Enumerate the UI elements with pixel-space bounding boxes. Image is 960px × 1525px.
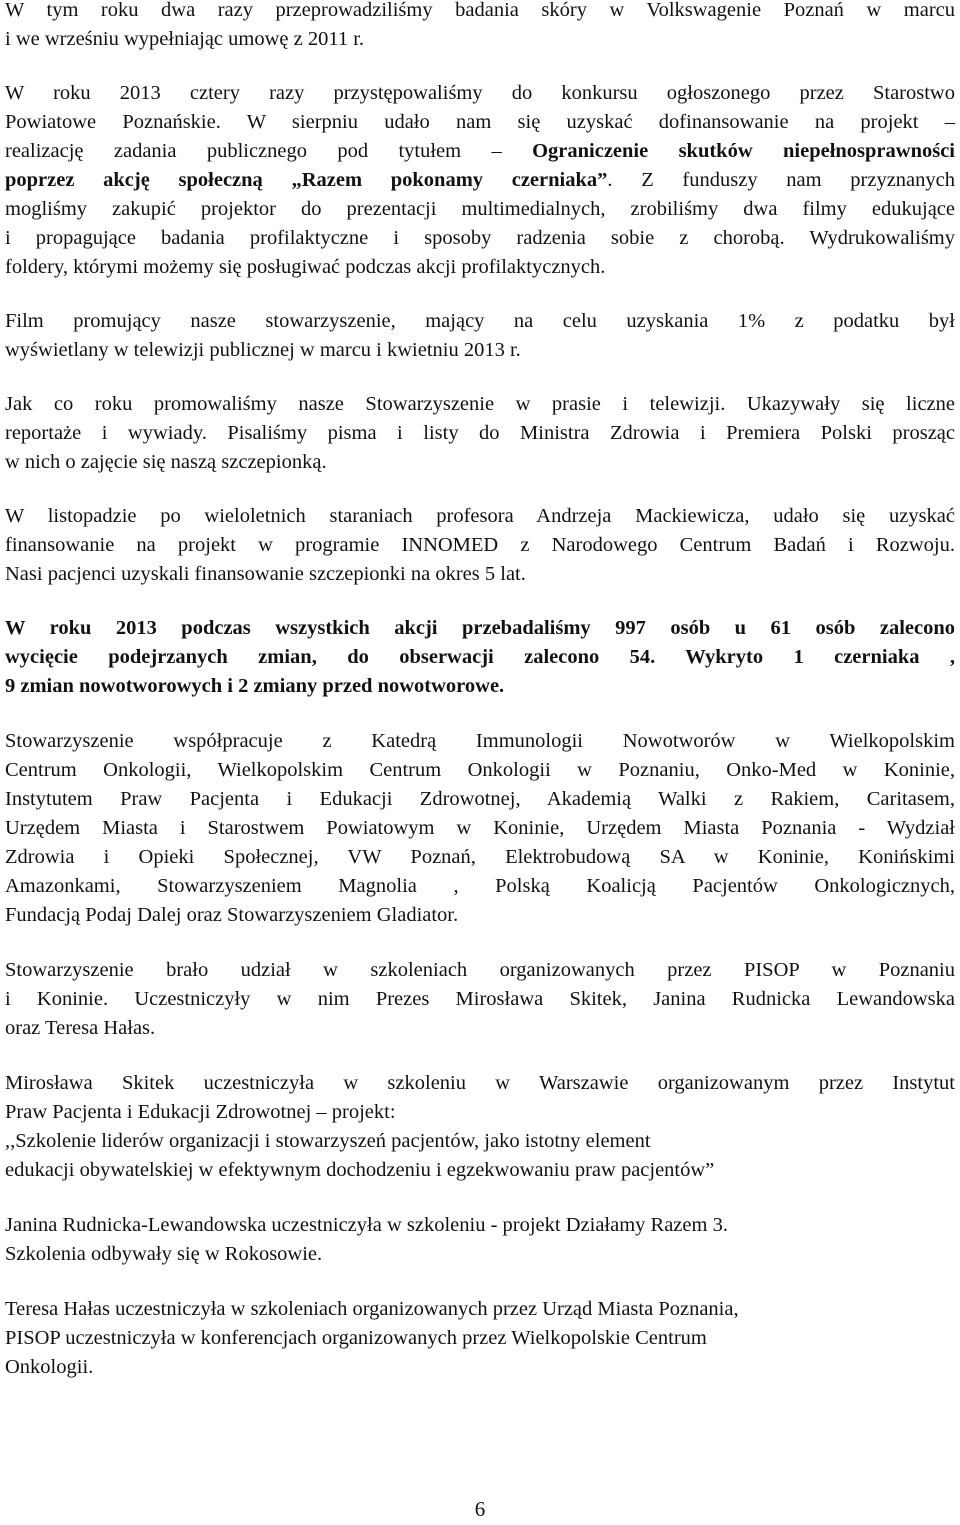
text-line: PISOP uczestniczyła w konferencjach organizowanych przez Wielkopolskie Centrum	[5, 1327, 707, 1349]
text-line: Film promujący nasze stowarzyszenie, mający na celu uzyskania 1% z podatku był	[5, 310, 955, 332]
text-line: i we wrześniu wypełniając umowę z 2011 r.	[5, 28, 365, 50]
text-line: W roku 2013 cztery razy przystępowaliśmy do konkursu ogłoszonego przez Starostwo	[5, 82, 955, 104]
text-line: Stowarzyszenie brało udział w szkoleniach organizowanych przez PISOP w Poznaniu	[5, 959, 955, 981]
text-line: W tym roku dwa razy przeprowadziliśmy badania skóry w Volkswagenie Poznań w marcu	[5, 0, 955, 21]
text-line: Jak co roku promowaliśmy nasze Stowarzyszenie w prasie i telewizji. Ukazywały się liczne	[5, 393, 955, 415]
text-line	[5, 137, 955, 166]
text-line: W listopadzie po wieloletnich staraniach profesora Andrzeja Mackiewicza, udało się uzyskać	[5, 505, 955, 527]
text-line: wycięcie podejrzanych zmian, do obserwacji zalecono 54. Wykryto 1 czerniaka ,	[5, 646, 955, 668]
paragraph-media-promotion	[5, 390, 955, 477]
text-line: 9 zmian nowotworowych i 2 zmiany przed nowotworowe.	[5, 675, 505, 697]
text-line: Powiatowe Poznańskie. W sierpniu udało nam się uzyskać dofinansowanie na projekt –	[5, 111, 955, 133]
text-line: Nasi pacjenci uzyskali finansowanie szczepionki na okres 5 lat.	[5, 563, 526, 585]
text-line: Amazonkami, Stowarzyszeniem Magnolia , Polską Koalicją Pacjentów Onkologicznych,	[5, 875, 955, 897]
text-line: w nich o zajęcie się naszą szczepionką.	[5, 451, 327, 473]
project-title-bold: poprzez akcję społeczną „Razem pokonamy czerniaka”	[5, 169, 608, 191]
text-line	[5, 166, 955, 195]
page-number: 6	[474, 1497, 486, 1521]
text-line: Instytutem Praw Pacjenta i Edukacji Zdrowotnej, Akademią Walki z Rakiem, Caritasem,	[5, 788, 955, 810]
text-line: Szkolenia odbywały się w Rokosowie.	[5, 1243, 323, 1265]
text-line: foldery, którymi możemy się posługiwać podczas akcji profilaktycznych.	[5, 256, 606, 278]
document-page	[5, 0, 955, 1382]
paragraph-pisop-trainings	[5, 956, 955, 1043]
paragraph-halas-training	[5, 1295, 955, 1382]
paragraph-innomed-funding	[5, 502, 955, 589]
text-line: wyświetlany w telewizji publicznej w marcu i kwietniu 2013 r.	[5, 339, 521, 361]
text-line: Teresa Hałas uczestniczyła w szkoleniach organizowanych przez Urząd Miasta Poznania,	[5, 1298, 739, 1320]
project-title-bold: Ograniczenie skutków niepełnosprawności	[532, 140, 955, 162]
text-line: finansowanie na projekt w programie INNOMED z Narodowego Centrum Badań i Rozwoju.	[5, 534, 955, 556]
text-line: Fundacją Podaj Dalej oraz Stowarzyszeniem Gladiator.	[5, 904, 459, 926]
text-line: Stowarzyszenie współpracuje z Katedrą Immunologii Nowotworów w Wielkopolskim	[5, 730, 955, 752]
paragraph-cooperation	[5, 727, 955, 930]
text-line: Praw Pacjenta i Edukacji Zdrowotnej – projekt:	[5, 1101, 396, 1123]
text-line: reportaże i wywiady. Pisaliśmy pisma i listy do Ministra Zdrowia i Premiera Polski prosząc	[5, 422, 955, 444]
text-line: Onkologii.	[5, 1356, 94, 1378]
text-line: i propagujące badania profilaktyczne i sposoby radzenia sobie z chorobą. Wydrukowaliśmy	[5, 227, 955, 249]
paragraph-2013-results	[5, 614, 955, 701]
text-line: Janina Rudnicka-Lewandowska uczestniczyła w szkoleniu - projekt Działamy Razem 3.	[5, 1214, 728, 1236]
paragraph-rudnicka-training	[5, 1211, 955, 1269]
text-line: mogliśmy zakupić projektor do prezentacji multimedialnych, zrobiliśmy dwa filmy edukujące	[5, 198, 955, 220]
text-line: ,,Szkolenie liderów organizacji i stowarzyszeń pacjentów, jako istotny element	[5, 1130, 651, 1152]
paragraph-promo-film	[5, 307, 955, 365]
text-line: oraz Teresa Hałas.	[5, 1017, 156, 1039]
paragraph-starostwo-project	[5, 79, 955, 282]
paragraph-skitek-training	[5, 1069, 955, 1185]
text-line: Mirosława Skitek uczestniczyła w szkoleniu w Warszawie organizowanym przez Instytut	[5, 1072, 955, 1094]
text-line: i Koninie. Uczestniczyły w nim Prezes Mirosława Skitek, Janina Rudnicka Lewandowska	[5, 988, 955, 1010]
text-run: realizację zadania publicznego pod tytułem –	[5, 140, 502, 162]
text-run: . Z funduszy nam przyznanych	[607, 169, 955, 191]
text-line: edukacji obywatelskiej w efektywnym dochodzeniu i egzekwowaniu praw pacjentów”	[5, 1159, 715, 1181]
text-line: Centrum Onkologii, Wielkopolskim Centrum Onkologii w Poznaniu, Onko-Med w Koninie,	[5, 759, 955, 781]
text-line: Zdrowia i Opieki Społecznej, VW Poznań, Elektrobudową SA w Koninie, Konińskimi	[5, 846, 955, 868]
text-line: Urzędem Miasta i Starostwem Powiatowym w Koninie, Urzędem Miasta Poznania - Wydział	[5, 817, 955, 839]
text-line: W roku 2013 podczas wszystkich akcji przebadaliśmy 997 osób u 61 osób zalecono	[5, 617, 955, 639]
paragraph-skin-examinations	[5, 0, 955, 54]
